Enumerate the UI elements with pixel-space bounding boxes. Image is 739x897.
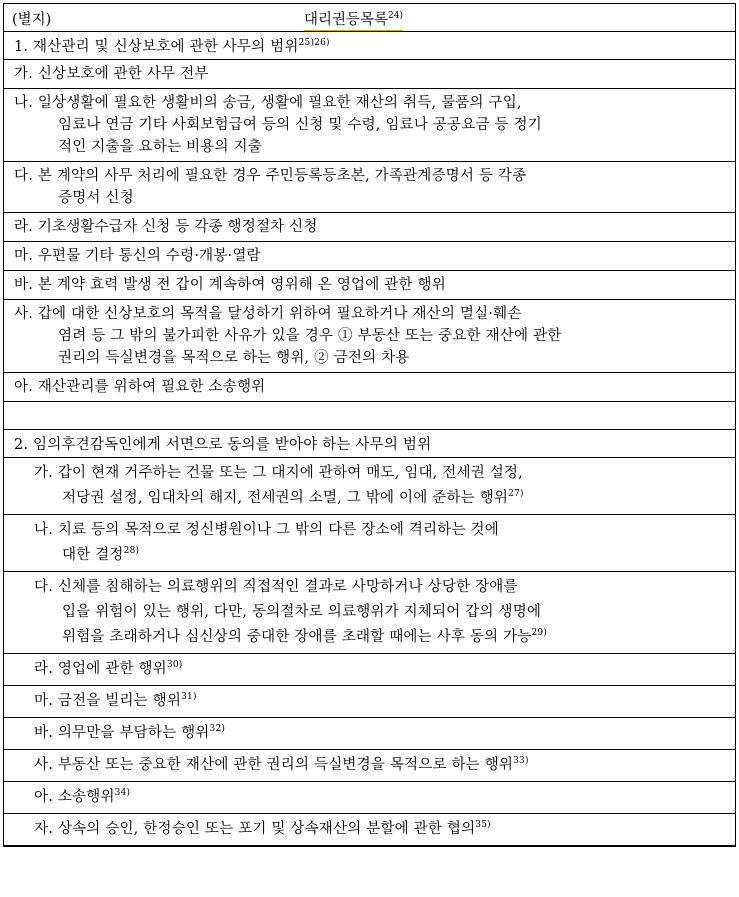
list-item bbox=[4, 89, 735, 162]
footnote-ref: 30) bbox=[166, 660, 183, 671]
item-line: 입을 위험이 있는 행위, 다만, 동의절차로 의료행위가 지체되어 갑의 생명에 bbox=[62, 604, 542, 620]
list-item bbox=[4, 814, 735, 846]
item-line: 사. 갑에 대한 신상보호의 목적을 달성하기 위하여 필요하거나 재산의 멸실·훼손 bbox=[14, 306, 522, 322]
document-title: 대리권등목록$^{24)}$ bbox=[304, 8, 403, 31]
footnote-ref: 33) bbox=[513, 756, 529, 767]
list-item bbox=[4, 162, 735, 213]
item-line: 가. 신상보호에 관한 사무 전부 bbox=[14, 66, 209, 82]
item-line: 나. 치료 등의 목적으로 정신병원이나 그 밖의 다른 장소에 격리하는 것에 bbox=[34, 522, 499, 538]
footnote-ref: 31) bbox=[181, 692, 197, 703]
list-item bbox=[4, 686, 735, 718]
section2-title: 2. 임의후견감독인에게 서면으로 동의를 받아야 하는 사무의 범위 bbox=[4, 430, 735, 458]
item-line: 바. 본 계약 효력 발생 전 갑이 계속하여 영위해 온 영업에 관한 행위 bbox=[14, 277, 446, 293]
item-line: 마. 금전을 빌리는 행위$^{31)}$ bbox=[34, 692, 197, 709]
footnote-ref: 24) bbox=[388, 11, 404, 22]
blank-row bbox=[4, 402, 735, 430]
footnote-ref: 35) bbox=[475, 820, 491, 831]
item-line: 사. 부동산 또는 중요한 재산에 관한 권리의 득실변경을 목적으로 하는 행위$^{33)}$ bbox=[34, 756, 529, 773]
item-line: 염려 등 그 밖의 불가피한 사유가 있을 경우 ① 부동산 또는 중요한 재산에 관한 bbox=[58, 328, 562, 344]
section1-items bbox=[4, 60, 735, 402]
item-line: 아. 소송행위$^{34)}$ bbox=[34, 788, 131, 805]
list-item bbox=[4, 750, 735, 782]
item-line: 가. 갑이 현재 거주하는 건물 또는 그 대지에 관하여 매도, 임대, 전세권 설정, bbox=[34, 465, 523, 481]
list-item bbox=[4, 300, 735, 373]
list-item bbox=[4, 654, 735, 686]
section1-title: 1. 재산관리 및 신상보호에 관한 사무의 범위$^{25)26)}$ bbox=[4, 32, 735, 60]
item-line: 나. 일상생활에 필요한 생활비의 송금, 생활에 필요한 재산의 취득, 물품의 구입, bbox=[14, 95, 522, 111]
footnote-ref: 25)26) bbox=[298, 38, 330, 49]
footnote-ref: 28) bbox=[123, 546, 140, 557]
list-item bbox=[4, 718, 735, 750]
item-line: 대한 결정$^{28)}$ bbox=[62, 546, 140, 563]
item-line: 라. 기초생활수급자 신청 등 각종 행정절차 신청 bbox=[14, 219, 318, 235]
footnote-ref: 27) bbox=[508, 489, 524, 500]
list-item bbox=[4, 271, 735, 300]
footnote-ref: 34) bbox=[114, 788, 131, 799]
header-row bbox=[4, 4, 735, 32]
item-line: 아. 재산관리를 위하여 필요한 소송행위 bbox=[14, 379, 266, 395]
list-item bbox=[4, 373, 735, 402]
footnote-ref: 29) bbox=[531, 628, 548, 639]
item-line: 마. 우편물 기타 통신의 수령·개봉·열람 bbox=[14, 248, 261, 264]
list-item bbox=[4, 458, 735, 515]
list-item bbox=[4, 572, 735, 654]
item-line: 적인 지출을 요하는 비용의 지출 bbox=[58, 139, 262, 155]
item-line: 다. 신체를 침해하는 의료행위의 직접적인 결과로 사망하거나 상당한 장애를 bbox=[34, 579, 518, 595]
list-item bbox=[4, 515, 735, 572]
list-item bbox=[4, 242, 735, 271]
item-line: 저당권 설정, 임대차의 해지, 전세권의 소멸, 그 밖에 이에 준하는 행위$^{27)}$ bbox=[62, 489, 524, 506]
item-line: 위험을 초래하거나 심신상의 중대한 장애를 초래할 때에는 사후 동의 가능$^{29)}$ bbox=[62, 628, 548, 645]
item-line: 다. 본 계약의 사무 처리에 필요한 경우 주민등록등초본, 가족관계증명서 등 각종 bbox=[14, 168, 527, 184]
attachment-label: (별지) bbox=[12, 12, 52, 28]
section2-items bbox=[4, 458, 735, 846]
list-item bbox=[4, 782, 735, 814]
item-line: 임료나 연금 기타 사회보험급여 등의 신청 및 수령, 임료나 공공요금 등 정기 bbox=[58, 117, 542, 133]
item-line: 라. 영업에 관한 행위$^{30)}$ bbox=[34, 660, 183, 677]
item-line: 자. 상속의 승인, 한정승인 또는 포기 및 상속재산의 분할에 관한 협의$^{35)}$ bbox=[34, 820, 491, 837]
item-line: 바. 의무만을 부담하는 행위$^{32)}$ bbox=[34, 724, 226, 741]
item-line: 증명서 신청 bbox=[58, 190, 134, 206]
document-table bbox=[3, 3, 736, 847]
footnote-ref: 32) bbox=[209, 724, 226, 735]
list-item bbox=[4, 60, 735, 89]
list-item bbox=[4, 213, 735, 242]
item-line: 권리의 득실변경을 목적으로 하는 행위, ② 금전의 차용 bbox=[58, 350, 410, 366]
